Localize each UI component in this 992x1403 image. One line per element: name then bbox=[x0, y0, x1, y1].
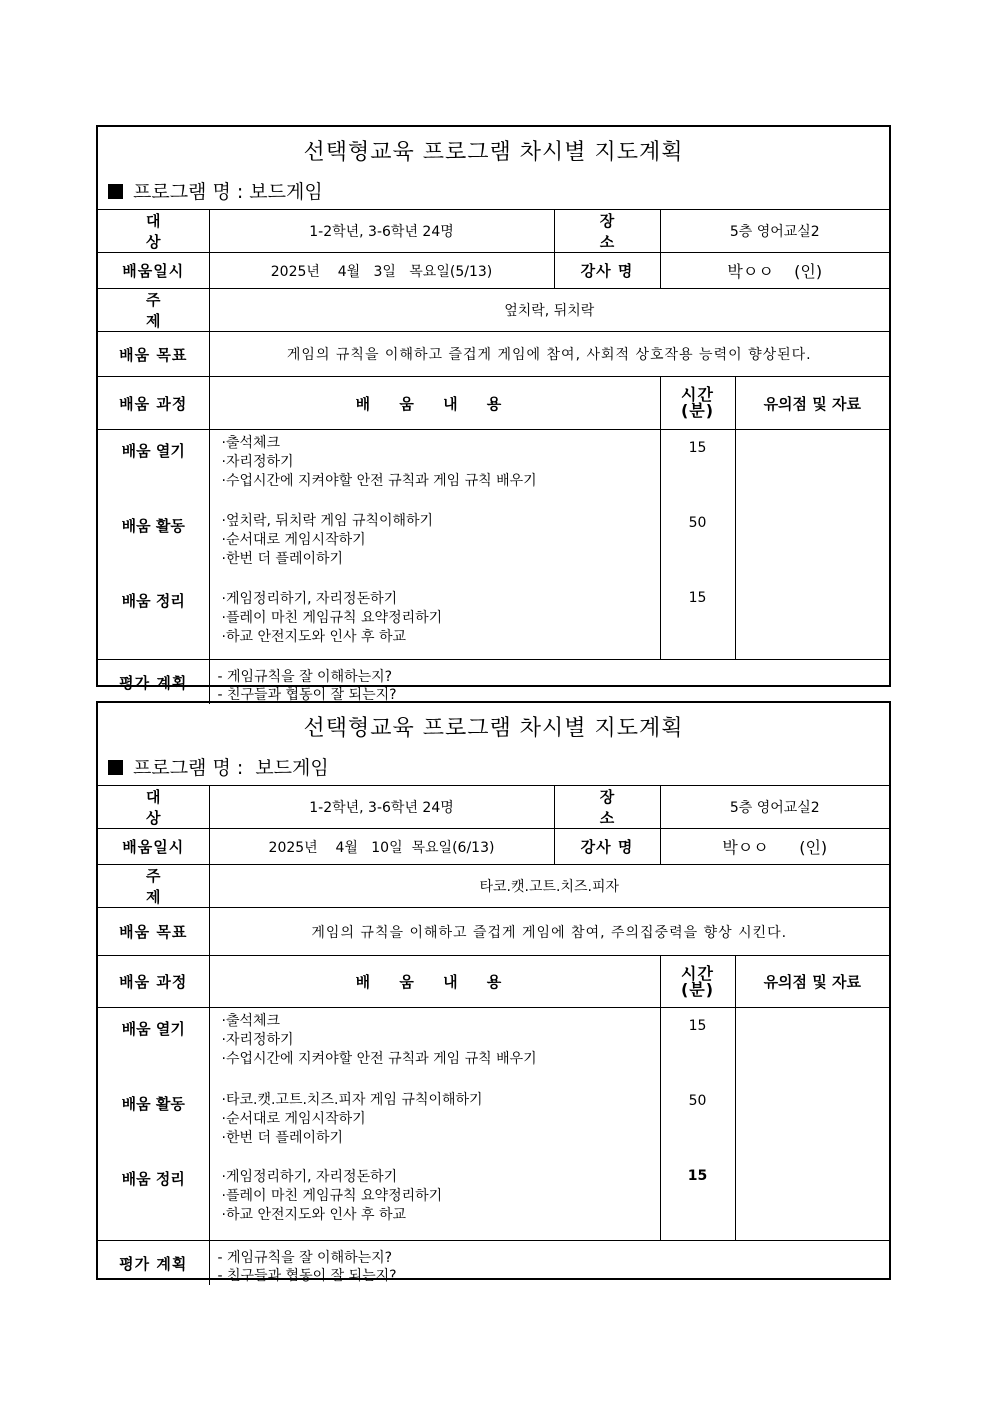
topic-value: 타코.캣.고트.치즈.피자 bbox=[209, 865, 889, 908]
time-value: 15 bbox=[688, 1018, 707, 1034]
topic-label: 주 제 bbox=[98, 289, 209, 332]
time-value: 15 bbox=[687, 1168, 708, 1184]
plan-title: 선택형교육 프로그램 차시별 지도계획 bbox=[303, 716, 684, 741]
content-block-wrapup bbox=[222, 1162, 660, 1237]
time-header: 시간(분) bbox=[660, 377, 735, 430]
content-line: ·게임정리하기, 자리정돈하기 bbox=[221, 1169, 398, 1185]
content-line: ·한번 더 플레이하기 bbox=[221, 1130, 344, 1146]
process-steps bbox=[98, 430, 209, 660]
date-label: 배움일시 bbox=[98, 829, 209, 865]
topic-value: 엎치락, 뒤치락 bbox=[209, 289, 889, 332]
content-line: ·수업시간에 지켜야할 안전 규칙과 게임 규칙 배우기 bbox=[221, 1051, 537, 1067]
content-block-activity bbox=[222, 1087, 660, 1162]
content-line: ·자리정하기 bbox=[221, 454, 294, 470]
target-label: 대 상 bbox=[98, 210, 209, 253]
lesson-plan-1 bbox=[96, 125, 891, 703]
content-block-open bbox=[222, 434, 660, 509]
notes-header: 유의점 및 자료 bbox=[735, 377, 889, 430]
step-name: 배움 열기 bbox=[121, 442, 185, 460]
eval-line: - 친구들과 협동이 잘 되는지? bbox=[217, 1268, 397, 1284]
instructor-label: 강사 명 bbox=[554, 253, 660, 289]
square-bullet-icon bbox=[108, 184, 123, 199]
content-line: ·하교 안전지도와 인사 후 하교 bbox=[221, 1207, 407, 1223]
process-steps bbox=[98, 1008, 209, 1241]
eval-line: - 게임규칙을 잘 이해하는지? bbox=[217, 669, 393, 685]
content-line: ·순서대로 게임시작하기 bbox=[221, 1111, 366, 1127]
step-name: 배움 열기 bbox=[121, 1020, 185, 1038]
eval-line: - 친구들과 협동이 잘 되는지? bbox=[217, 687, 397, 703]
goal-value: 게임의 규칙을 이해하고 즐겁게 게임에 참여, 사회적 상호작용 능력이 향상된다. bbox=[209, 332, 889, 377]
date-label: 배움일시 bbox=[98, 253, 209, 289]
content-line: ·출석체크 bbox=[221, 435, 281, 451]
target-value: 1-2학년, 3-6학년 24명 bbox=[209, 210, 554, 253]
time-values bbox=[660, 1008, 735, 1241]
eval-list bbox=[209, 1241, 889, 1286]
content-list bbox=[209, 430, 660, 660]
content-header: 배 움 내 용 bbox=[209, 377, 660, 430]
place-label: 장 소 bbox=[554, 210, 660, 253]
content-line: ·한번 더 플레이하기 bbox=[221, 551, 344, 567]
program-name-line bbox=[108, 753, 329, 780]
content-line: ·플레이 마친 게임규칙 요약정리하기 bbox=[221, 1188, 443, 1204]
plan-table bbox=[98, 210, 889, 704]
content-list bbox=[209, 1008, 660, 1241]
content-line: ·출석체크 bbox=[221, 1013, 281, 1029]
step-name: 배움 정리 bbox=[121, 592, 185, 610]
eval-list bbox=[209, 660, 889, 705]
time-value: 50 bbox=[688, 515, 707, 531]
square-bullet-icon bbox=[108, 760, 123, 775]
place-value: 5층 영어교실2 bbox=[660, 210, 889, 253]
time-value: 15 bbox=[688, 440, 707, 456]
date-value: 2025년 4월 3일 목요일(5/13) bbox=[209, 253, 554, 289]
content-block-activity bbox=[222, 509, 660, 584]
content-line: ·플레이 마친 게임규칙 요약정리하기 bbox=[221, 610, 443, 626]
notes-cell bbox=[735, 430, 889, 660]
eval-label: 평가 계획 bbox=[98, 660, 209, 705]
program-name: 프로그램 명 : 보드게임 bbox=[133, 181, 323, 203]
date-value: 2025년 4월 10일 목요일(6/13) bbox=[209, 829, 554, 865]
topic-label: 주 제 bbox=[98, 865, 209, 908]
program-name-line bbox=[108, 177, 323, 204]
content-line: ·하교 안전지도와 인사 후 하교 bbox=[221, 629, 407, 645]
eval-line: - 게임규칙을 잘 이해하는지? bbox=[217, 1250, 393, 1266]
plan-header bbox=[98, 127, 889, 210]
plan-title: 선택형교육 프로그램 차시별 지도계획 bbox=[303, 140, 684, 165]
plan-header bbox=[98, 703, 889, 786]
target-value: 1-2학년, 3-6학년 24명 bbox=[209, 786, 554, 829]
program-name: 프로그램 명 : 보드게임 bbox=[133, 757, 329, 779]
content-header: 배 움 내 용 bbox=[209, 956, 660, 1008]
place-value: 5층 영어교실2 bbox=[660, 786, 889, 829]
time-header: 시간(분) bbox=[660, 956, 735, 1008]
content-line: ·수업시간에 지켜야할 안전 규칙과 게임 규칙 배우기 bbox=[221, 473, 537, 489]
process-header: 배움 과정 bbox=[98, 956, 209, 1008]
goal-label: 배움 목표 bbox=[98, 908, 209, 956]
time-values bbox=[660, 430, 735, 660]
content-block-open bbox=[222, 1012, 660, 1087]
notes-cell bbox=[735, 1008, 889, 1241]
instructor-label: 강사 명 bbox=[554, 829, 660, 865]
eval-label: 평가 계획 bbox=[98, 1241, 209, 1286]
step-name: 배움 활동 bbox=[121, 1095, 185, 1113]
content-line: ·엎치락, 뒤치락 게임 규칙이해하기 bbox=[221, 513, 434, 529]
goal-label: 배움 목표 bbox=[98, 332, 209, 377]
process-header: 배움 과정 bbox=[98, 377, 209, 430]
time-value: 15 bbox=[688, 590, 707, 606]
time-value: 50 bbox=[688, 1093, 707, 1109]
goal-value: 게임의 규칙을 이해하고 즐겁게 게임에 참여, 주의집중력을 향상 시킨다. bbox=[209, 908, 889, 956]
lesson-plan-2 bbox=[96, 701, 891, 1284]
content-block-wrapup bbox=[222, 584, 660, 659]
instructor-value: 박ㅇㅇ (인) bbox=[660, 829, 889, 865]
content-line: ·게임정리하기, 자리정돈하기 bbox=[221, 591, 398, 607]
content-line: ·자리정하기 bbox=[221, 1032, 294, 1048]
content-line: ·순서대로 게임시작하기 bbox=[221, 532, 366, 548]
plan-table bbox=[98, 786, 889, 1285]
content-line: ·타코.캣.고트.치즈.피자 게임 규칙이해하기 bbox=[221, 1092, 483, 1108]
step-name: 배움 정리 bbox=[121, 1170, 185, 1188]
target-label: 대 상 bbox=[98, 786, 209, 829]
notes-header: 유의점 및 자료 bbox=[735, 956, 889, 1008]
place-label: 장 소 bbox=[554, 786, 660, 829]
step-name: 배움 활동 bbox=[121, 517, 185, 535]
instructor-value: 박ㅇㅇ (인) bbox=[660, 253, 889, 289]
